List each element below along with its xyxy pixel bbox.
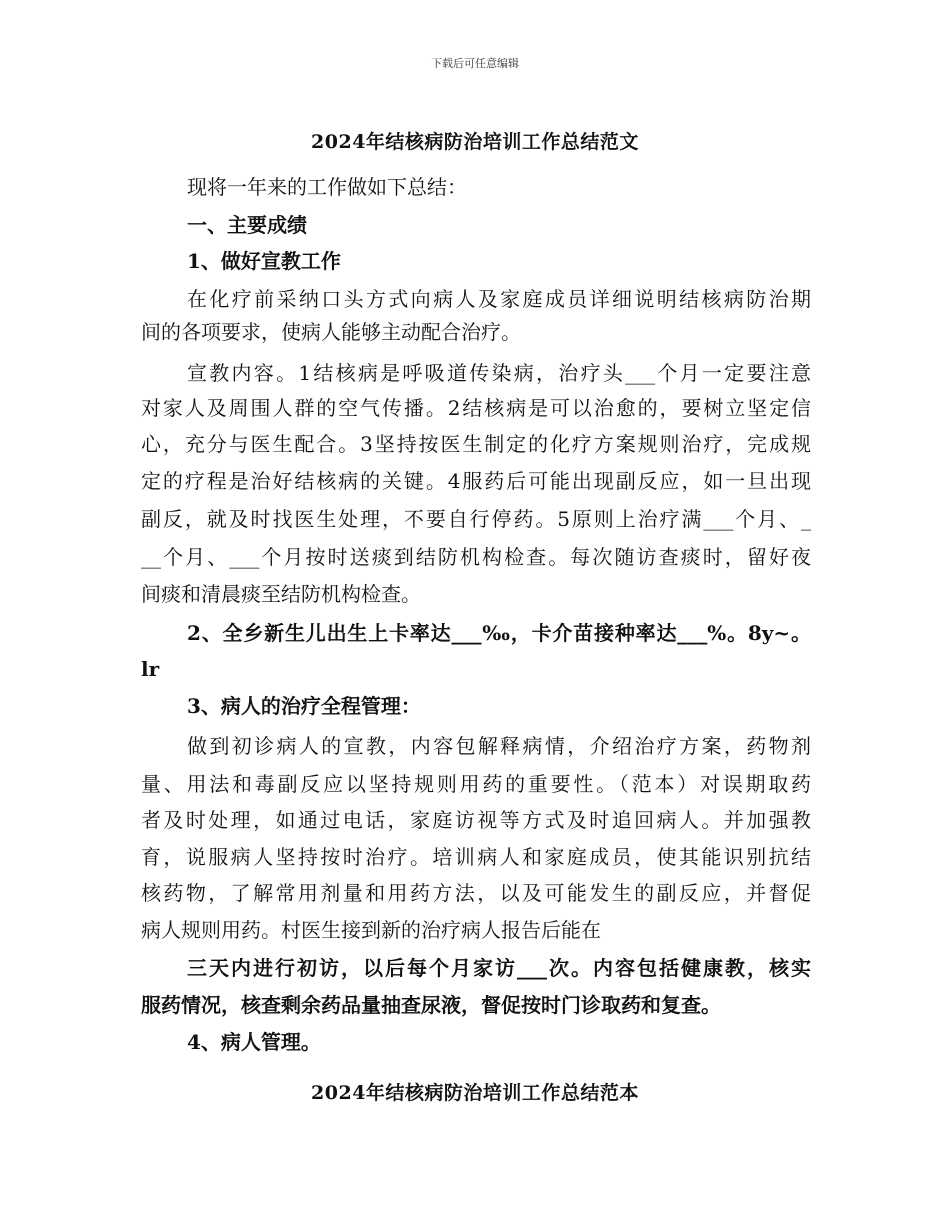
paragraph-line: 副反，就及时找医生处理，不要自行停药。5原则上治疗满___个月、_ <box>141 507 811 531</box>
section-heading: 一、主要成绩 <box>187 213 307 237</box>
paragraph-line: 者及时处理，如通过电话，家庭访视等方式及时追回病人。并加强教 <box>141 808 811 832</box>
paragraph-line: 间痰和清晨痰至结防机构检查。 <box>141 582 421 606</box>
paragraph-line: 量、用法和毒副反应以坚持规则用药的重要性。（范本）对误期取药 <box>141 772 811 796</box>
paragraph-line: 病人规则用药。村医生接到新的治疗病人报告后能在 <box>141 918 601 942</box>
paragraph-line: 对家人及周围人群的空气传播。2结核病是可以治愈的，要树立坚定信 <box>141 396 811 420</box>
paragraph-line: 核药物，了解常用剂量和用药方法，以及可能发生的副反应，并督促 <box>141 881 811 905</box>
item-line: lr <box>141 657 160 681</box>
item-line: 2、全乡新生儿出生上卡率达___‰，卡介苗接种率达___%。8y~。 <box>187 621 811 645</box>
paragraph-line: 服药情况，核查剩余药品量抽查尿液，督促按时门诊取药和复查。 <box>141 993 721 1017</box>
paragraph-line: 三天内进行初访，以后每个月家访___次。内容包括健康教，核实 <box>187 956 811 980</box>
paragraph-line: 育，说服病人坚持按时治疗。培训病人和家庭成员，使其能识别抗结 <box>141 845 811 869</box>
item-heading: 3、病人的治疗全程管理： <box>187 694 421 718</box>
item-heading: 1、做好宣教工作 <box>187 249 341 273</box>
paragraph-line: 宣教内容。1结核病是呼吸道传染病，治疗头___个月一定要注意 <box>187 361 811 385</box>
paragraph-line: 做到初诊病人的宣教，内容包解释病情，介绍治疗方案，药物剂 <box>187 734 811 758</box>
intro-paragraph: 现将一年来的工作做如下总结： <box>187 175 467 199</box>
paragraph-line: __个月、___个月按时送痰到结防机构检查。每次随访查痰时，留好夜 <box>141 545 811 569</box>
header-note: 下载后可任意编辑 <box>431 57 519 70</box>
item-heading: 4、病人管理。 <box>187 1030 321 1054</box>
paragraph-line: 间的各项要求，使病人能够主动配合治疗。 <box>141 320 521 344</box>
paragraph-line: 在化疗前采纳口头方式向病人及家庭成员详细说明结核病防治期 <box>187 287 811 311</box>
footer-title: 2024年结核病防治培训工作总结范本 <box>311 1082 639 1104</box>
paragraph-line: 心，充分与医生配合。3坚持按医生制定的化疗方案规则治疗，完成规 <box>141 432 811 456</box>
document-title: 2024年结核病防治培训工作总结范文 <box>311 131 639 153</box>
paragraph-line: 定的疗程是治好结核病的关键。4服药后可能出现副反应，如一旦出现 <box>141 469 811 493</box>
